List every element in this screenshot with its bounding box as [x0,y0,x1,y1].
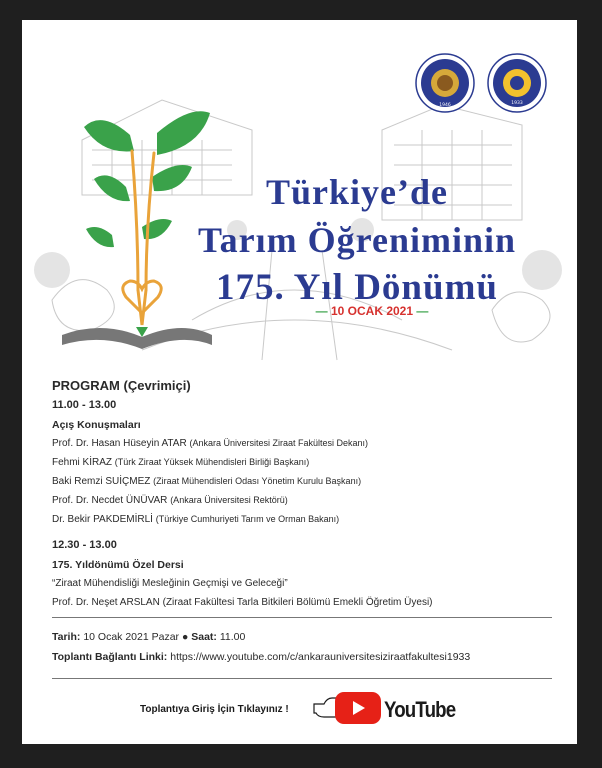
session-1-subtitle: Açış Konuşmaları [52,419,141,431]
speaker-institution: (Türkiye Cumhuriyeti Tarım ve Orman Bakanı) [155,514,340,524]
speaker-name: Dr. Bekir PAKDEMİRLİ [52,514,153,525]
speaker-name: Prof. Dr. Hasan Hüseyin ATAR [52,438,187,449]
time-label: Saat: [191,631,217,643]
date-time-line [52,631,245,643]
speaker-row [52,457,552,476]
speaker-name: Prof. Dr. Neşet ARSLAN [52,597,160,608]
speaker-name: Prof. Dr. Necdet ÜNÜVAR [52,495,168,506]
meeting-link-line [52,651,470,663]
poster [22,20,577,744]
speaker-row [52,597,552,616]
title-line-3: 175. Yıl Dönümü [216,267,498,308]
event-date-text: 10 OCAK 2021 [330,304,414,318]
program-heading: PROGRAM (Çevrimiçi) [52,378,191,393]
lecture-title: “Ziraat Mühendisliği Mesleğinin Geçmişi ve Geleceği” [52,578,288,589]
speaker-institution: (Ankara Üniversitesi Ziraat Fakültesi Dekanı) [189,438,369,448]
right-logo-year: 1933 [511,101,523,106]
bullet-icon: ● [181,631,192,643]
divider [52,678,552,679]
title-line-2: Tarım Öğreniminin [197,220,517,260]
speaker-institution: (Türk Ziraat Yüksek Mühendisleri Birliği Başkanı) [114,457,310,467]
date-label: Tarih: [52,631,81,643]
program-section [52,378,552,616]
speaker-row [52,495,552,514]
speaker-institution: (Ziraat Mühendisleri Odası Yönetim Kurulu Başkanı) [153,476,362,486]
speaker-institution: (Ziraat Fakültesi Tarla Bitkileri Bölümü Emekli Öğretim Üyesi) [162,597,433,608]
speaker-institution: (Ankara Üniversitesi Rektörü) [170,495,288,505]
session-2-time: 12.30 - 13.00 [52,539,117,551]
time-value: 11.00 [219,631,246,643]
event-date: — 10 OCAK 2021 — [315,304,429,318]
divider [52,617,552,618]
left-logo-year: 1946 [439,103,451,108]
youtube-play-icon[interactable] [334,691,382,725]
speaker-name: Fehmi KİRAZ [52,457,113,468]
ziraat-faculty-logo [487,53,547,113]
speaker-row [52,476,552,495]
speaker-row [52,514,552,533]
youtube-wordmark[interactable]: YouTube [384,697,456,722]
ankara-university-logo [415,53,475,113]
title-line-1: Türkiye’de [265,172,448,212]
session-2-subtitle: 175. Yıldönümü Özel Dersi [52,559,184,571]
link-label: Toplantı Bağlantı Linki: [52,651,168,663]
join-call-to-action[interactable]: Toplantıya Giriş İçin Tıklayınız ! [140,704,289,715]
speaker-name: Baki Remzi SUİÇMEZ [52,476,151,487]
date-value: 10 Ocak 2021 Pazar [83,631,180,643]
meeting-link[interactable]: https://www.youtube.com/c/ankarauniversitesiziraatfakultesi1933 [170,651,471,663]
speaker-row [52,438,552,457]
session-1-time: 11.00 - 13.00 [52,399,117,411]
poster-title [182,168,532,312]
